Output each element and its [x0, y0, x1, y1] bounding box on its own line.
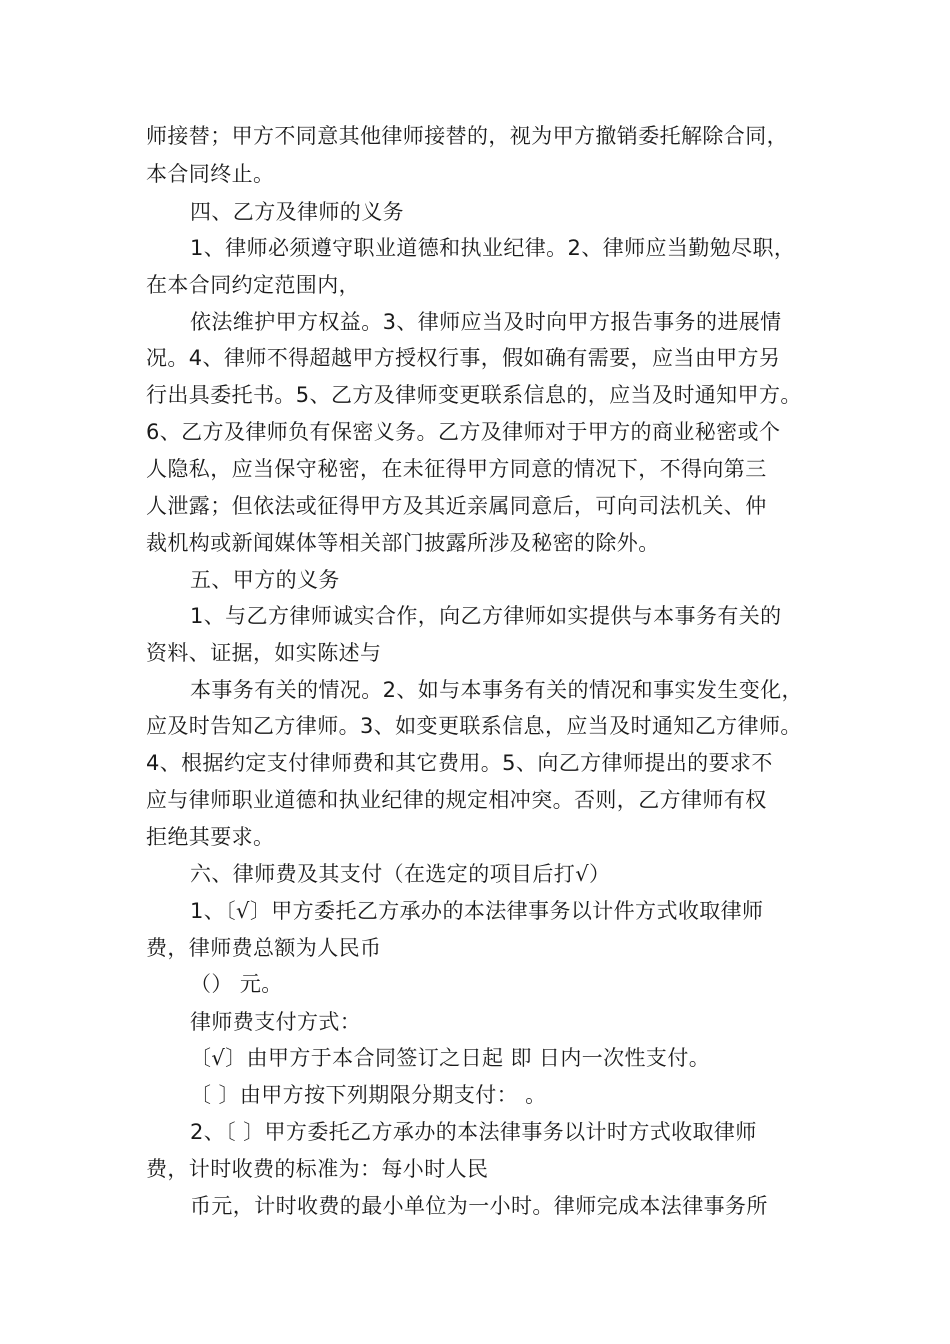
text-line: 4、根据约定支付律师费和其它费用。5、向乙方律师提出的要求不	[146, 751, 773, 775]
text-line: 依法维护甲方权益。3、律师应当及时向甲方报告事务的进展情	[190, 310, 782, 334]
text-line: 人隐私，应当保守秘密，在未征得甲方同意的情况下，不得向第三	[146, 457, 767, 481]
text-line: 应及时告知乙方律师。3、如变更联系信息，应当及时通知乙方律师。	[146, 714, 802, 738]
text-line: 师接替；甲方不同意其他律师接替的，视为甲方撤销委托解除合同，	[146, 124, 788, 148]
text-line: 本事务有关的情况。2、如与本事务有关的情况和事实发生变化，	[190, 678, 803, 702]
text-line: 费，计时收费的标准为：每小时人民	[146, 1157, 489, 1181]
text-line: 费，律师费总额为人民币	[146, 936, 382, 960]
text-line: 裁机构或新闻媒体等相关部门披露所涉及秘密的除外。	[146, 531, 660, 555]
section-heading: 五、甲方的义务	[190, 568, 340, 592]
text-line: 资料、证据，如实陈述与	[146, 641, 382, 665]
text-line: 拒绝其要求。	[146, 825, 275, 849]
text-line: 2、〔 〕甲方委托乙方承办的本法律事务以计时方式收取律师	[190, 1120, 757, 1144]
text-line: 6、乙方及律师负有保密义务。乙方及律师对于甲方的商业秘密或个	[146, 420, 781, 444]
text-line: 〔√〕由甲方于本合同签订之日起 即 日内一次性支付。	[190, 1046, 711, 1070]
section-heading: 六、律师费及其支付（在选定的项目后打√）	[190, 862, 611, 886]
text-line: 1、〔√〕甲方委托乙方承办的本法律事务以计件方式收取律师	[190, 899, 764, 923]
text-line: 币元，计时收费的最小单位为一小时。律师完成本法律事务所	[190, 1194, 768, 1218]
text-line: 人泄露；但依法或征得甲方及其近亲属同意后，可向司法机关、仲	[146, 494, 767, 518]
text-line: 况。4、律师不得超越甲方授权行事，假如确有需要，应当由甲方另	[146, 346, 781, 370]
text-line: 行出具委托书。5、乙方及律师变更联系信息的，应当及时通知甲方。	[146, 383, 802, 407]
text-line: 律师费支付方式：	[190, 1010, 362, 1034]
section-heading: 四、乙方及律师的义务	[190, 200, 404, 224]
text-line: 1、律师必须遵守职业道德和执业纪律。2、律师应当勤勉尽职，	[190, 236, 796, 260]
text-line: 〔 〕由甲方按下列期限分期支付： 。	[190, 1083, 547, 1107]
text-line: 应与律师职业道德和执业纪律的规定相冲突。否则，乙方律师有权	[146, 788, 767, 812]
text-line: （） 元。	[190, 972, 283, 996]
text-line: 在本合同约定范围内，	[146, 273, 360, 297]
text-line: 1、与乙方律师诚实合作，向乙方律师如实提供与本事务有关的	[190, 604, 782, 628]
text-line: 本合同终止。	[146, 162, 275, 186]
